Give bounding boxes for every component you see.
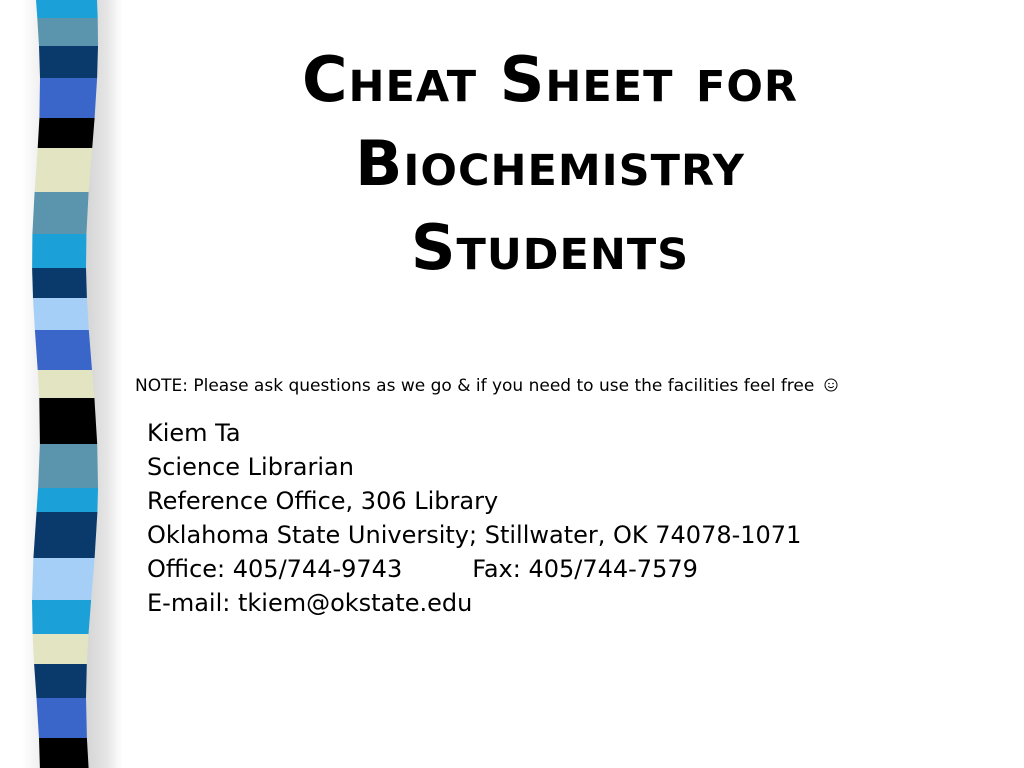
- contact-email: E-mail: tkiem@okstate.edu: [147, 589, 473, 617]
- title-line-3: Students: [410, 211, 690, 284]
- stripe-segment: [32, 600, 91, 634]
- stripe-segment: [32, 234, 86, 268]
- contact-phones: [147, 552, 801, 586]
- stripe-segment: [38, 370, 95, 398]
- stripe-segment: [32, 558, 95, 600]
- stripe-segment: [32, 268, 87, 298]
- stripe-segment: [37, 18, 98, 46]
- stripe-segment: [39, 738, 89, 768]
- stripe-segment: [33, 634, 89, 664]
- stripe-segment: [39, 398, 97, 444]
- stripe-segment: [38, 118, 95, 148]
- contact-name: Kiem Ta: [147, 419, 241, 447]
- contact-office-location: Reference Office, 306 Library: [147, 487, 499, 515]
- contact-block: [147, 416, 801, 620]
- stripe-segment: [35, 148, 93, 192]
- stripe-segment: [34, 664, 87, 698]
- title-line-1: Cheat Sheet for: [301, 43, 799, 116]
- smiley-icon: [824, 378, 838, 392]
- contact-institution: Oklahoma State University; Stillwater, OK 74078-1071: [147, 521, 802, 549]
- note-label: NOTE: Please ask questions as we go & if you need to use the facilities feel free: [135, 376, 815, 396]
- stripe-segment: [37, 488, 99, 512]
- stripe-segment: [32, 192, 88, 234]
- stripe-segment: [39, 78, 97, 118]
- stripe-segment: [33, 512, 97, 558]
- stripe-segment: [33, 298, 89, 330]
- stripe-segment: [36, 0, 98, 18]
- stripe-segment: [39, 46, 98, 78]
- stripe-segment: [37, 698, 87, 738]
- stripe-segment: [38, 444, 98, 488]
- stripe-segment: [35, 330, 92, 370]
- slide-title: [160, 38, 940, 290]
- contact-fax: Fax: 405/744-7579: [472, 555, 698, 583]
- contact-position: Science Librarian: [147, 453, 354, 481]
- contact-office-phone: Office: 405/744-9743: [147, 555, 403, 583]
- note-text: [135, 375, 995, 397]
- title-line-2: Biochemistry: [355, 127, 745, 200]
